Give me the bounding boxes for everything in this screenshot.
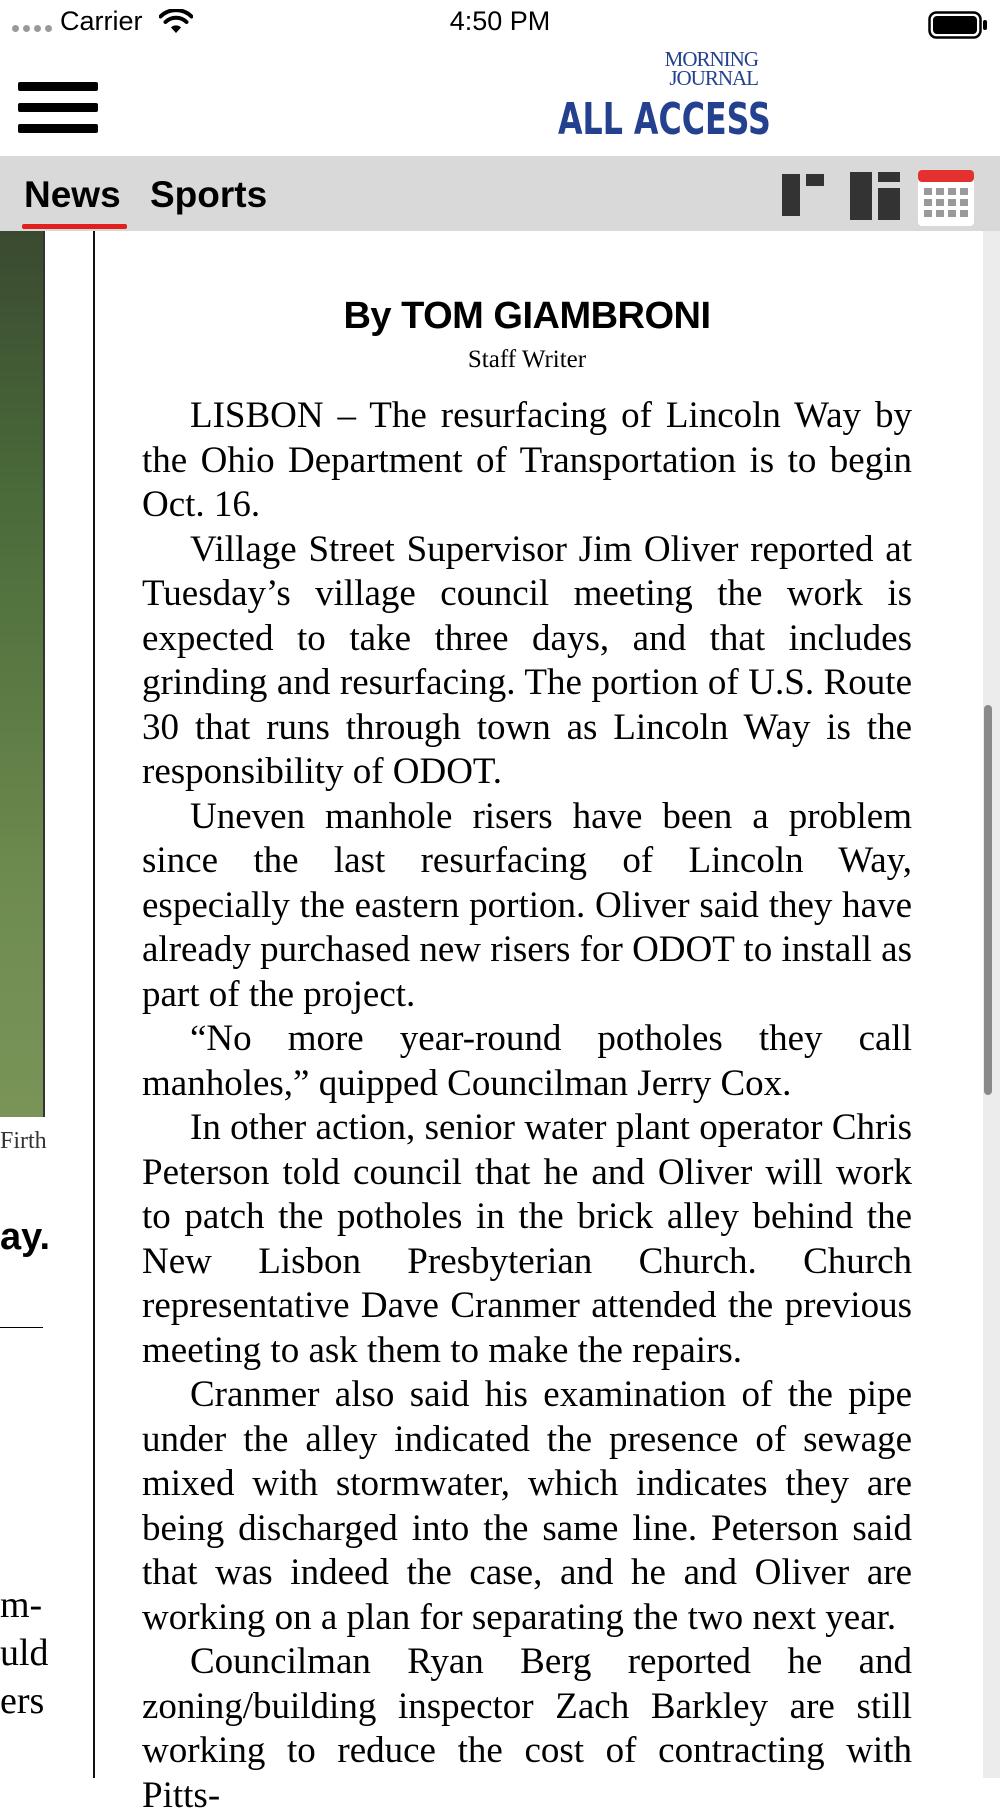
article-paragraph: Councilman Ryan Berg reported he and zoning/building inspector Zach Barkley are still working to reduce the cost of contracting with Pitts- [142, 1641, 912, 1816]
text-line: uld [0, 1632, 49, 1674]
article-paragraph: In other action, senior water plant operator Chris Peterson told council that he and Oliver will work to patch the potholes in the brick alley behind the New Lisbon Presbyterian Church. Church representative Dave Cranmer attended the previous meeting to ask them to make the repairs. [142, 1107, 912, 1371]
previous-column [0, 231, 60, 1778]
brand-logo [540, 47, 780, 150]
carrier-label: Carrier [60, 6, 143, 36]
active-tab-indicator [22, 224, 127, 229]
article-paragraph: Uneven manhole risers have been a problem since the last resurfacing of Lincoln Way, especially the eastern portion. Oliver said they have already purchased new risers for ODOT to install as part of the project. [142, 795, 912, 1015]
status-bar [0, 0, 1000, 48]
battery-icon [928, 11, 988, 39]
column-text [0, 1581, 49, 1725]
text-line: m- [0, 1584, 43, 1626]
article-paragraph: “No more year-round potholes they call manholes,” quipped Councilman Jerry Cox. [142, 1018, 912, 1104]
menu-icon[interactable] [18, 82, 98, 134]
split-layout-icon[interactable] [848, 168, 906, 224]
article-paragraph: Cranmer also said his examination of the pipe under the alley indicated the presence of sewage mixed with stormwater, which indicates they are being discharged into the same line. Peterson said that was indeed the case, and he and Oliver are working on a plan for separating the two next year. [142, 1374, 912, 1638]
text-line: ers [0, 1680, 45, 1722]
article-paragraph: Village Street Supervisor Jim Oliver reported at Tuesday’s village council meeting the work is expected to take three days, and that includes grinding and resurfacing. The portion of U.S. Route 30 that runs through town as Lincoln Way is the responsibility of ODOT. [142, 528, 912, 792]
grid-calendar-icon[interactable] [916, 168, 976, 228]
clock: 4:50 PM [449, 6, 551, 36]
column-divider [93, 231, 95, 1778]
article [142, 231, 912, 1818]
article-body [142, 394, 912, 1818]
tab-sports[interactable]: Sports [150, 174, 268, 215]
article-photo [0, 231, 45, 1117]
article-paragraph: LISBON – The resurfacing of Lincoln Way by the Ohio Department of Transportation is to begin Oct. 16. [142, 395, 912, 525]
logo-wordmark-top: MORNING JOURNAL [664, 47, 758, 90]
tab-news[interactable]: News [24, 174, 121, 215]
photo-credit: Firth [0, 1128, 47, 1154]
section-tab-bar [0, 156, 1000, 231]
byline-role: Staff Writer [467, 346, 587, 373]
byline: By TOM GIAMBRONI [343, 295, 711, 337]
app-header [0, 48, 1000, 156]
divider [0, 1327, 43, 1328]
headline-fragment: ay. [0, 1216, 51, 1258]
scrollbar[interactable] [984, 705, 992, 1095]
single-column-layout-icon[interactable] [780, 168, 830, 220]
logo-wordmark-main: ALL ACCESS [558, 94, 771, 145]
